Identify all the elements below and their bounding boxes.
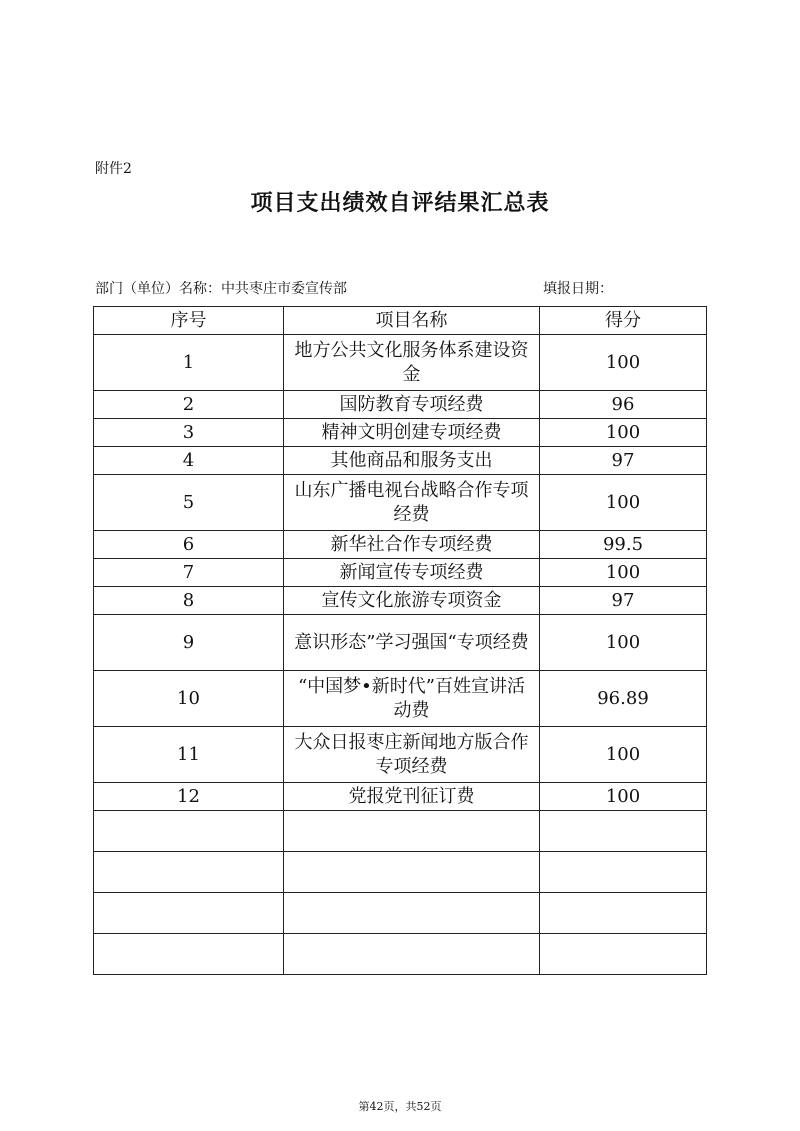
table-row — [94, 783, 707, 811]
row-index: 12 — [94, 783, 284, 811]
table-row — [94, 391, 707, 419]
table-row — [94, 727, 707, 783]
table-row — [94, 531, 707, 559]
empty-cell — [284, 852, 540, 893]
empty-row — [94, 852, 707, 893]
row-score: 99.5 — [540, 531, 707, 559]
table-row — [94, 615, 707, 671]
row-index: 1 — [94, 335, 284, 391]
row-score: 100 — [540, 615, 707, 671]
row-score: 100 — [540, 559, 707, 587]
empty-row — [94, 934, 707, 975]
empty-cell — [540, 934, 707, 975]
empty-cell — [94, 852, 284, 893]
header-index: 序号 — [94, 307, 284, 335]
row-score: 96 — [540, 391, 707, 419]
row-score: 97 — [540, 447, 707, 475]
row-index: 3 — [94, 419, 284, 447]
table-row — [94, 559, 707, 587]
page-title: 项目支出绩效自评结果汇总表 — [250, 190, 550, 216]
row-project-name: 大众日报枣庄新闻地方版合作专项经费 — [284, 727, 540, 783]
row-index: 6 — [94, 531, 284, 559]
row-index: 5 — [94, 475, 284, 531]
empty-cell — [94, 934, 284, 975]
row-index: 4 — [94, 447, 284, 475]
row-project-name: 新闻宣传专项经费 — [284, 559, 540, 587]
row-index: 11 — [94, 727, 284, 783]
row-project-name: “中国梦•新时代”百姓宣讲活动费 — [284, 671, 540, 727]
empty-cell — [284, 934, 540, 975]
row-score: 100 — [540, 727, 707, 783]
table-row — [94, 587, 707, 615]
row-project-name: 其他商品和服务支出 — [284, 447, 540, 475]
row-score: 100 — [540, 475, 707, 531]
empty-cell — [94, 893, 284, 934]
row-index: 10 — [94, 671, 284, 727]
table-row — [94, 475, 707, 531]
row-score: 100 — [540, 419, 707, 447]
empty-cell — [284, 893, 540, 934]
empty-cell — [540, 852, 707, 893]
table-row — [94, 419, 707, 447]
row-index: 8 — [94, 587, 284, 615]
empty-cell — [284, 811, 540, 852]
row-project-name: 宣传文化旅游专项资金 — [284, 587, 540, 615]
empty-cell — [94, 811, 284, 852]
header-project-name: 项目名称 — [284, 307, 540, 335]
page-footer: 第42页，共52页 — [358, 1100, 442, 1113]
row-project-name: 地方公共文化服务体系建设资金 — [284, 335, 540, 391]
row-project-name: 党报党刊征订费 — [284, 783, 540, 811]
row-project-name: 精神文明创建专项经费 — [284, 419, 540, 447]
empty-cell — [540, 893, 707, 934]
row-score: 97 — [540, 587, 707, 615]
table-row — [94, 335, 707, 391]
row-index: 7 — [94, 559, 284, 587]
row-project-name: 山东广播电视台战略合作专项经费 — [284, 475, 540, 531]
empty-row — [94, 811, 707, 852]
row-score: 100 — [540, 335, 707, 391]
row-project-name: 意识形态”学习强国“专项经费 — [284, 615, 540, 671]
table-header-row — [94, 307, 707, 335]
fill-date-label: 填报日期： — [543, 281, 613, 297]
row-index: 9 — [94, 615, 284, 671]
row-project-name: 新华社合作专项经费 — [284, 531, 540, 559]
table-row — [94, 671, 707, 727]
row-index: 2 — [94, 391, 284, 419]
header-score: 得分 — [540, 307, 707, 335]
row-score: 100 — [540, 783, 707, 811]
row-score: 96.89 — [540, 671, 707, 727]
department-name: 部门（单位）名称：中共枣庄市委宣传部 — [95, 281, 347, 297]
table-row — [94, 447, 707, 475]
summary-table — [93, 306, 707, 975]
empty-row — [94, 893, 707, 934]
empty-cell — [540, 811, 707, 852]
attachment-label: 附件2 — [95, 161, 132, 177]
row-project-name: 国防教育专项经费 — [284, 391, 540, 419]
